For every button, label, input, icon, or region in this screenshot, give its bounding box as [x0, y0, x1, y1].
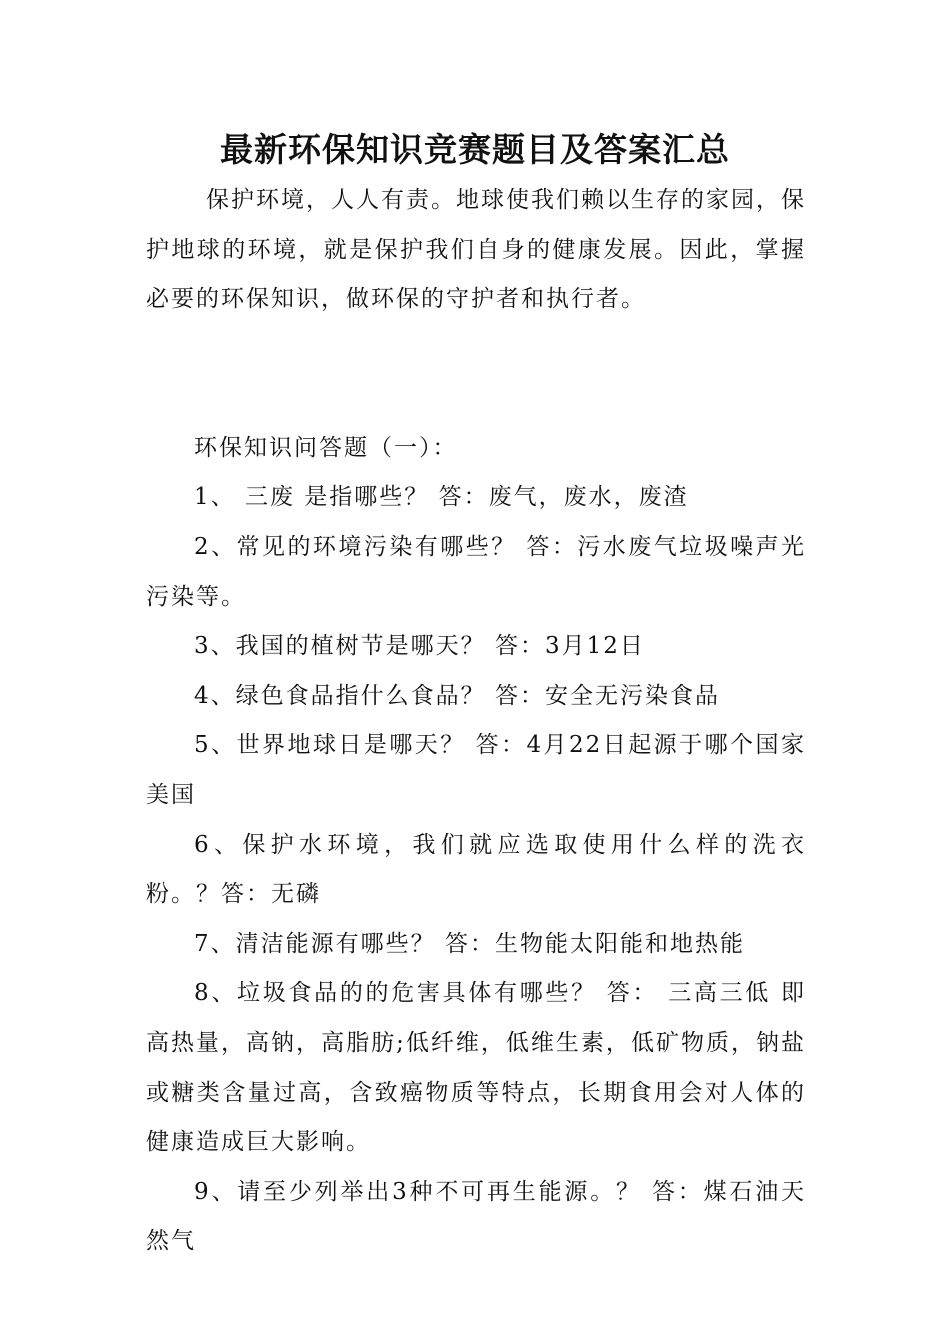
question-item-9: 9、请至少列举出3种不可再生能源。？ 答：煤石油天然气 [146, 1178, 806, 1255]
question-item-1: 1、 三废 是指哪些？ 答：废气，废水，废渣 [194, 484, 689, 511]
question-item-5: 5、世界地球日是哪天？ 答：4月22日起源于哪个国家美国 [146, 732, 806, 808]
question-item-3: 3、我国的植树节是哪天？ 答：3月12日 [194, 633, 645, 660]
question-item-4: 4、绿色食品指什么食品？ 答：安全无污染食品 [194, 682, 720, 709]
question-item-8: 8、垃圾食品的的危害具体有哪些？ 答： 三高三低 即高热量，高钠，高脂肪;低纤维，低维生素，低矿物质，钠盐或糖类含量过高，含致癌物质等特点，长期食用会对人体的健康造成巨大影响。 [146, 980, 806, 1156]
question-item-2: 2、常见的环境污染有哪些？ 答：污水废气垃圾噪声光污染等。 [146, 533, 806, 610]
paragraph-spacer [146, 325, 806, 424]
document-body [146, 176, 806, 1267]
intro-paragraph: 保护环境，人人有责。地球使我们赖以生存的家园，保护地球的环境，就是保护我们自身的健康发展。因此，掌握必要的环保知识，做环保的守护者和执行者。 [146, 187, 806, 313]
question-item-6: 6、保护水环境，我们就应选取使用什么样的洗衣粉。？答：无磷 [146, 831, 806, 908]
section-heading: 环保知识问答题（一）： [194, 434, 458, 461]
question-item-7: 7、清洁能源有哪些？ 答：生物能太阳能和地热能 [194, 930, 745, 957]
document-title: 最新环保知识竞赛题目及答案汇总 [220, 130, 730, 169]
